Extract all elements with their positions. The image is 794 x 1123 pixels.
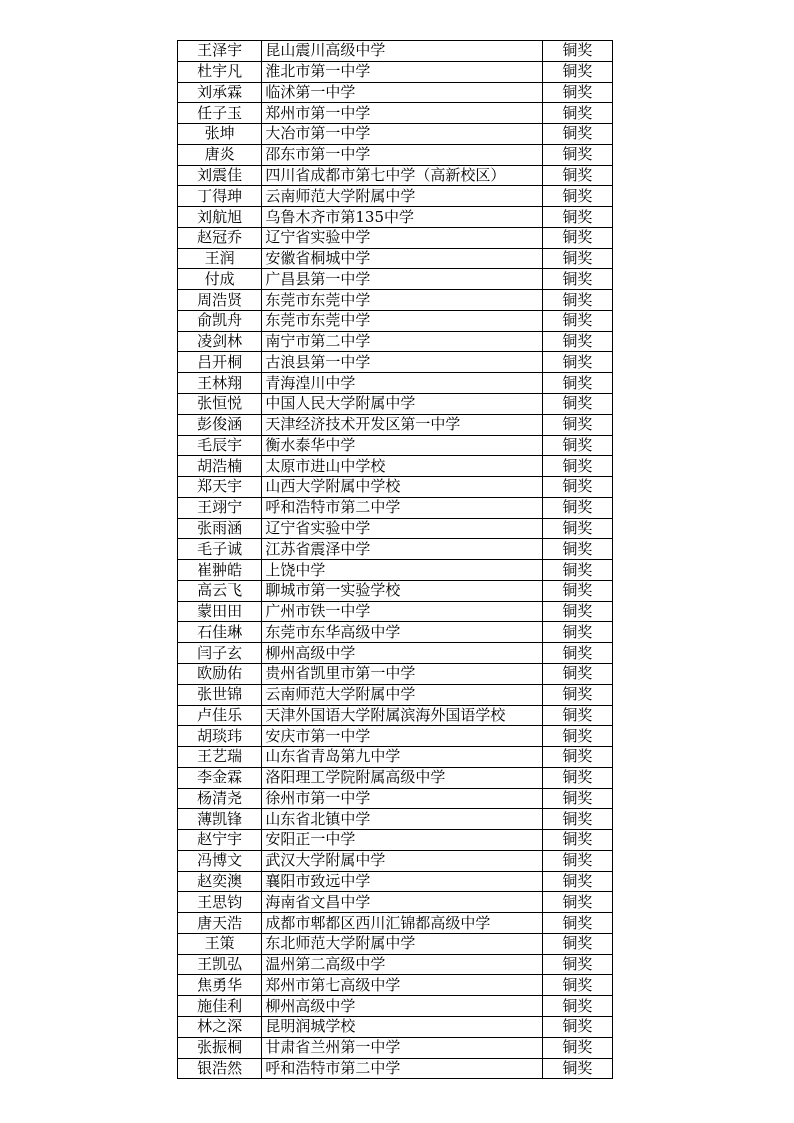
award-level-cell: 铜奖 xyxy=(542,103,612,124)
table-row xyxy=(178,82,613,103)
award-level-cell: 铜奖 xyxy=(542,913,612,934)
table-row xyxy=(178,643,613,664)
student-name-cell: 林之深 xyxy=(178,1016,262,1037)
school-name-cell: 江苏省震泽中学 xyxy=(262,539,542,560)
award-level-cell: 铜奖 xyxy=(542,643,612,664)
school-name-cell: 临沭第一中学 xyxy=(262,82,542,103)
award-level-cell: 铜奖 xyxy=(542,788,612,809)
table-row xyxy=(178,124,613,145)
award-level-cell: 铜奖 xyxy=(542,539,612,560)
student-name-cell: 卢佳乐 xyxy=(178,705,262,726)
student-name-cell: 高云飞 xyxy=(178,580,262,601)
student-name-cell: 张坤 xyxy=(178,124,262,145)
award-level-cell: 铜奖 xyxy=(542,82,612,103)
table-row xyxy=(178,975,613,996)
award-level-cell: 铜奖 xyxy=(542,747,612,768)
award-level-cell: 铜奖 xyxy=(542,414,612,435)
student-name-cell: 张恒悦 xyxy=(178,394,262,415)
award-level-cell: 铜奖 xyxy=(542,352,612,373)
student-name-cell: 冯博文 xyxy=(178,850,262,871)
award-level-cell: 铜奖 xyxy=(542,954,612,975)
award-level-cell: 铜奖 xyxy=(542,41,612,62)
table-row xyxy=(178,394,613,415)
school-name-cell: 贵州省凯里市第一中学 xyxy=(262,663,542,684)
school-name-cell: 乌鲁木齐市第135中学 xyxy=(262,207,542,228)
student-name-cell: 闫子玄 xyxy=(178,643,262,664)
award-level-cell: 铜奖 xyxy=(542,933,612,954)
school-name-cell: 安庆市第一中学 xyxy=(262,726,542,747)
school-name-cell: 淮北市第一中学 xyxy=(262,61,542,82)
table-row xyxy=(178,186,613,207)
table-row xyxy=(178,726,613,747)
school-name-cell: 成都市郫都区西川汇锦都高级中学 xyxy=(262,913,542,934)
school-name-cell: 大冶市第一中学 xyxy=(262,124,542,145)
school-name-cell: 太原市进山中学校 xyxy=(262,456,542,477)
table-row xyxy=(178,933,613,954)
student-name-cell: 王林翔 xyxy=(178,373,262,394)
table-row xyxy=(178,1058,613,1079)
student-name-cell: 杜宇凡 xyxy=(178,61,262,82)
award-level-cell: 铜奖 xyxy=(542,61,612,82)
table-row xyxy=(178,850,613,871)
award-level-cell: 铜奖 xyxy=(542,373,612,394)
table-row xyxy=(178,663,613,684)
student-name-cell: 崔翀皓 xyxy=(178,560,262,581)
table-row xyxy=(178,144,613,165)
student-name-cell: 赵奕澳 xyxy=(178,871,262,892)
student-name-cell: 王泽宇 xyxy=(178,41,262,62)
student-name-cell: 毛子诚 xyxy=(178,539,262,560)
student-name-cell: 王思钧 xyxy=(178,892,262,913)
award-level-cell: 铜奖 xyxy=(542,497,612,518)
school-name-cell: 天津外国语大学附属滨海外国语学校 xyxy=(262,705,542,726)
student-name-cell: 彭俊涵 xyxy=(178,414,262,435)
award-level-cell: 铜奖 xyxy=(542,767,612,788)
table-row xyxy=(178,414,613,435)
table-row xyxy=(178,352,613,373)
table-row xyxy=(178,788,613,809)
school-name-cell: 南宁市第二中学 xyxy=(262,331,542,352)
table-row xyxy=(178,560,613,581)
school-name-cell: 温州第二高级中学 xyxy=(262,954,542,975)
award-level-cell: 铜奖 xyxy=(542,124,612,145)
student-name-cell: 施佳利 xyxy=(178,996,262,1017)
award-level-cell: 铜奖 xyxy=(542,207,612,228)
student-name-cell: 张世锦 xyxy=(178,684,262,705)
award-level-cell: 铜奖 xyxy=(542,269,612,290)
award-level-cell: 铜奖 xyxy=(542,871,612,892)
student-name-cell: 李金霖 xyxy=(178,767,262,788)
school-name-cell: 衡水泰华中学 xyxy=(262,435,542,456)
school-name-cell: 柳州高级中学 xyxy=(262,996,542,1017)
award-level-cell: 铜奖 xyxy=(542,580,612,601)
school-name-cell: 徐州市第一中学 xyxy=(262,788,542,809)
award-level-cell: 铜奖 xyxy=(542,809,612,830)
school-name-cell: 安徽省桐城中学 xyxy=(262,248,542,269)
award-level-cell: 铜奖 xyxy=(542,310,612,331)
school-name-cell: 中国人民大学附属中学 xyxy=(262,394,542,415)
table-row xyxy=(178,290,613,311)
award-level-cell: 铜奖 xyxy=(542,477,612,498)
table-row xyxy=(178,456,613,477)
student-name-cell: 王策 xyxy=(178,933,262,954)
table-row xyxy=(178,269,613,290)
student-name-cell: 蒙田田 xyxy=(178,601,262,622)
award-level-cell: 铜奖 xyxy=(542,1016,612,1037)
school-name-cell: 天津经济技术开发区第一中学 xyxy=(262,414,542,435)
student-name-cell: 银浩然 xyxy=(178,1058,262,1079)
table-row xyxy=(178,331,613,352)
table-row xyxy=(178,227,613,248)
school-name-cell: 辽宁省实验中学 xyxy=(262,518,542,539)
student-name-cell: 欧励佑 xyxy=(178,663,262,684)
award-level-cell: 铜奖 xyxy=(542,850,612,871)
table-row xyxy=(178,1037,613,1058)
student-name-cell: 俞凯舟 xyxy=(178,310,262,331)
student-name-cell: 杨清尧 xyxy=(178,788,262,809)
school-name-cell: 郑州市第一中学 xyxy=(262,103,542,124)
award-level-cell: 铜奖 xyxy=(542,726,612,747)
school-name-cell: 东莞市东莞中学 xyxy=(262,310,542,331)
table-row xyxy=(178,103,613,124)
table-row xyxy=(178,892,613,913)
student-name-cell: 张雨涵 xyxy=(178,518,262,539)
award-level-cell: 铜奖 xyxy=(542,1058,612,1079)
award-level-cell: 铜奖 xyxy=(542,331,612,352)
award-level-cell: 铜奖 xyxy=(542,622,612,643)
award-level-cell: 铜奖 xyxy=(542,996,612,1017)
school-name-cell: 山东省青岛第九中学 xyxy=(262,747,542,768)
school-name-cell: 上饶中学 xyxy=(262,560,542,581)
table-row xyxy=(178,996,613,1017)
award-level-cell: 铜奖 xyxy=(542,456,612,477)
student-name-cell: 郑天宇 xyxy=(178,477,262,498)
table-row xyxy=(178,435,613,456)
table-row xyxy=(178,809,613,830)
table-row xyxy=(178,539,613,560)
school-name-cell: 呼和浩特市第二中学 xyxy=(262,497,542,518)
school-name-cell: 聊城市第一实验学校 xyxy=(262,580,542,601)
student-name-cell: 周浩贤 xyxy=(178,290,262,311)
student-name-cell: 薄凯锋 xyxy=(178,809,262,830)
award-level-cell: 铜奖 xyxy=(542,435,612,456)
award-level-cell: 铜奖 xyxy=(542,705,612,726)
school-name-cell: 辽宁省实验中学 xyxy=(262,227,542,248)
table-row xyxy=(178,518,613,539)
school-name-cell: 甘肃省兰州第一中学 xyxy=(262,1037,542,1058)
student-name-cell: 付成 xyxy=(178,269,262,290)
award-level-cell: 铜奖 xyxy=(542,165,612,186)
table-row xyxy=(178,373,613,394)
award-level-cell: 铜奖 xyxy=(542,144,612,165)
table-row xyxy=(178,830,613,851)
table-row xyxy=(178,622,613,643)
student-name-cell: 王艺瑞 xyxy=(178,747,262,768)
student-name-cell: 刘航旭 xyxy=(178,207,262,228)
student-name-cell: 刘承霖 xyxy=(178,82,262,103)
award-level-cell: 铜奖 xyxy=(542,684,612,705)
student-name-cell: 胡浩楠 xyxy=(178,456,262,477)
student-name-cell: 胡琰玮 xyxy=(178,726,262,747)
table-row xyxy=(178,1016,613,1037)
table-row xyxy=(178,747,613,768)
school-name-cell: 云南师范大学附属中学 xyxy=(262,186,542,207)
school-name-cell: 武汉大学附属中学 xyxy=(262,850,542,871)
school-name-cell: 洛阳理工学院附属高级中学 xyxy=(262,767,542,788)
award-level-cell: 铜奖 xyxy=(542,227,612,248)
school-name-cell: 广州市铁一中学 xyxy=(262,601,542,622)
school-name-cell: 广昌县第一中学 xyxy=(262,269,542,290)
table-row xyxy=(178,165,613,186)
table-row xyxy=(178,41,613,62)
table-row xyxy=(178,767,613,788)
student-name-cell: 张振桐 xyxy=(178,1037,262,1058)
student-name-cell: 唐炎 xyxy=(178,144,262,165)
student-name-cell: 吕开桐 xyxy=(178,352,262,373)
award-level-cell: 铜奖 xyxy=(542,248,612,269)
award-level-cell: 铜奖 xyxy=(542,518,612,539)
student-name-cell: 凌剑林 xyxy=(178,331,262,352)
student-name-cell: 赵冠乔 xyxy=(178,227,262,248)
school-name-cell: 四川省成都市第七中学（高新校区） xyxy=(262,165,542,186)
student-name-cell: 毛辰宇 xyxy=(178,435,262,456)
award-level-cell: 铜奖 xyxy=(542,975,612,996)
award-level-cell: 铜奖 xyxy=(542,663,612,684)
student-name-cell: 石佳琳 xyxy=(178,622,262,643)
table-row xyxy=(178,248,613,269)
school-name-cell: 昆山震川高级中学 xyxy=(262,41,542,62)
student-name-cell: 丁得珅 xyxy=(178,186,262,207)
school-name-cell: 安阳正一中学 xyxy=(262,830,542,851)
school-name-cell: 云南师范大学附属中学 xyxy=(262,684,542,705)
award-level-cell: 铜奖 xyxy=(542,560,612,581)
table-row xyxy=(178,61,613,82)
school-name-cell: 山东省北镇中学 xyxy=(262,809,542,830)
table-row xyxy=(178,477,613,498)
table-row xyxy=(178,207,613,228)
student-name-cell: 刘震佳 xyxy=(178,165,262,186)
award-level-cell: 铜奖 xyxy=(542,394,612,415)
table-row xyxy=(178,871,613,892)
award-level-cell: 铜奖 xyxy=(542,830,612,851)
award-level-cell: 铜奖 xyxy=(542,601,612,622)
school-name-cell: 海南省文昌中学 xyxy=(262,892,542,913)
school-name-cell: 东莞市东莞中学 xyxy=(262,290,542,311)
school-name-cell: 襄阳市致远中学 xyxy=(262,871,542,892)
student-name-cell: 王凯弘 xyxy=(178,954,262,975)
table-row xyxy=(178,705,613,726)
table-row xyxy=(178,684,613,705)
table-row xyxy=(178,497,613,518)
table-row xyxy=(178,580,613,601)
student-name-cell: 唐天浩 xyxy=(178,913,262,934)
school-name-cell: 柳州高级中学 xyxy=(262,643,542,664)
student-name-cell: 王润 xyxy=(178,248,262,269)
student-name-cell: 焦勇华 xyxy=(178,975,262,996)
school-name-cell: 东莞市东华高级中学 xyxy=(262,622,542,643)
award-level-cell: 铜奖 xyxy=(542,1037,612,1058)
table-row xyxy=(178,310,613,331)
school-name-cell: 昆明润城学校 xyxy=(262,1016,542,1037)
table-row xyxy=(178,913,613,934)
school-name-cell: 山西大学附属中学校 xyxy=(262,477,542,498)
student-name-cell: 王翊宁 xyxy=(178,497,262,518)
school-name-cell: 青海湟川中学 xyxy=(262,373,542,394)
award-list-body xyxy=(178,41,613,1079)
school-name-cell: 邵东市第一中学 xyxy=(262,144,542,165)
award-level-cell: 铜奖 xyxy=(542,290,612,311)
table-row xyxy=(178,954,613,975)
school-name-cell: 郑州市第七高级中学 xyxy=(262,975,542,996)
school-name-cell: 呼和浩特市第二中学 xyxy=(262,1058,542,1079)
award-level-cell: 铜奖 xyxy=(542,186,612,207)
table-row xyxy=(178,601,613,622)
student-name-cell: 赵宁宇 xyxy=(178,830,262,851)
school-name-cell: 东北师范大学附属中学 xyxy=(262,933,542,954)
school-name-cell: 古浪县第一中学 xyxy=(262,352,542,373)
award-list-table xyxy=(177,40,613,1079)
student-name-cell: 任子玉 xyxy=(178,103,262,124)
award-level-cell: 铜奖 xyxy=(542,892,612,913)
